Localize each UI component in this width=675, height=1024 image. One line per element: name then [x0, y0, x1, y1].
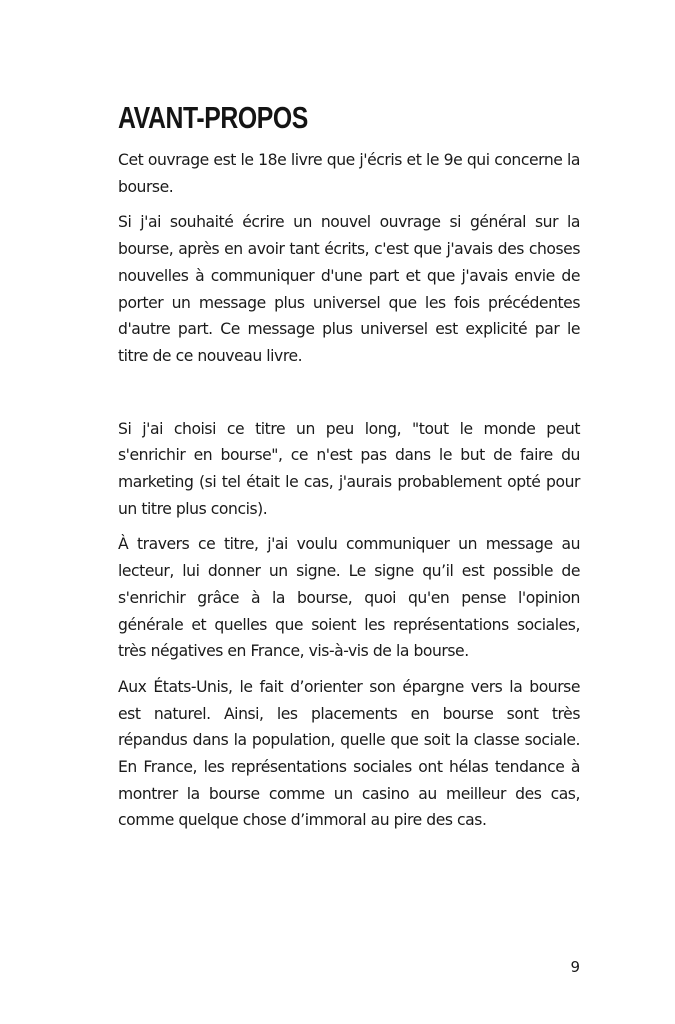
- paragraph-3: Si j'ai choisi ce titre un peu long, "tout le monde peut s'enrichir en bourse", ce n'est pas dans le but de faire du marketing (si tel était le cas, j'aurais probablement opté pour un titre plus concis).: [118, 419, 580, 518]
- paragraph-5: Aux États-Unis, le fait d’orienter son épargne vers la bourse est naturel. Ainsi, les placements en bourse sont très répandus dans la population, quelle que soit la classe sociale. En France, les représentations sociales ont hélas tendance à montrer la bourse comme un casino au meilleur des cas, comme quelque chose d’immoral au pire des cas.: [118, 677, 580, 830]
- paragraph-2: Si j'ai souhaité écrire un nouvel ouvrage si général sur la bourse, après en avoir tant écrits, c'est que j'avais des choses nouvelles à communiquer d'une part et que j'avais envie de porter un message plus universel que les fois précédentes d'autre part. Ce message plus universel est explicité par le titre de ce nouveau livre.: [118, 213, 580, 365]
- chapter-heading: AVANT-PROPOS: [118, 100, 308, 135]
- page-number: 9: [570, 958, 580, 976]
- paragraph-4: À travers ce titre, j'ai voulu communiquer un message au lecteur, lui donner un signe. Le signe qu’il est possible de s'enrichir grâce à la bourse, quoi qu'en pense l'opinion générale et quelles que soient les représentations sociales, très négatives en France, vis-à-vis de la bourse.: [118, 535, 580, 661]
- chapter-body: [118, 147, 580, 843]
- paragraph-1: Cet ouvrage est le 18e livre que j'écris et le 9e qui concerne la bourse.: [118, 151, 580, 196]
